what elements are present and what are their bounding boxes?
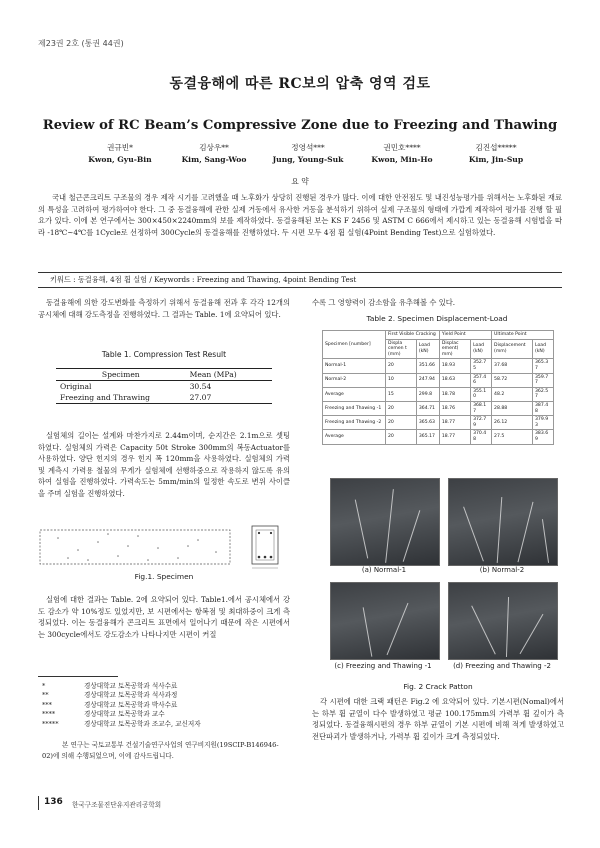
table1 <box>56 368 272 404</box>
table-row <box>323 387 554 401</box>
table-cell: 351.66 <box>416 359 439 373</box>
table-header-row <box>56 369 272 381</box>
author <box>360 142 444 166</box>
crack-photo-normal-2 <box>448 478 558 566</box>
footnote-text: 경상대학교 토목공학과 조교수, 교신저자 <box>84 719 201 728</box>
table-header-cell: Displa cemen t (mm) <box>386 339 417 359</box>
footnote-item <box>42 691 290 700</box>
author <box>266 142 350 166</box>
specimen-drawing <box>38 520 290 572</box>
table-cell: 355.1 0 <box>471 387 492 401</box>
footnote-item <box>42 682 290 691</box>
table-row <box>56 381 272 393</box>
table-header-cell: Yield Point <box>439 331 491 340</box>
table-header-cell: Specimen <box>101 370 140 379</box>
crack-line <box>506 597 509 657</box>
table2-caption: Table 2. Specimen Displacement-Load <box>366 314 508 323</box>
table-header-cell: First Visible Cracking <box>386 331 440 340</box>
author-name-ko: 권민호**** <box>383 143 421 152</box>
table-row <box>56 392 272 404</box>
table-cell: 18.77 <box>439 416 470 430</box>
crack-line <box>471 606 496 655</box>
table-cell: Average <box>323 430 386 444</box>
issue-header: 제23권 2호 (통권 44권) <box>38 39 124 48</box>
paragraph-continued: 수록 그 영향력이 감소함을 유추해볼 수 있다. <box>312 298 456 307</box>
table-cell: 299.8 <box>416 387 439 401</box>
table-cell: Freezing and Thawing -2 <box>323 416 386 430</box>
crack-line <box>387 603 409 655</box>
author-name-en: Jung, Young-Suk <box>272 155 344 164</box>
keywords-divider <box>38 287 562 288</box>
author-name-en: Kwon, Gyu-Bin <box>88 155 152 164</box>
table-cell: 48.2 <box>492 387 533 401</box>
table-cell: 18.63 <box>439 373 470 387</box>
table-cell: 370.4 8 <box>471 430 492 444</box>
paragraph-results: 실험에 대한 결과는 Table. 2에 요약되어 있다. Table1.에서 공시체에서 강도 감소가 약 10%정도 있었지만, 보 시편에서는 항복점 및 최대하중이 크게 측정되었다. 이는 동결융해가 콘크리트 표면에서 일어나기 때문에 작은 시편에서는 300cycle에서도 강도감소가 나타나지만 시편이 커질 <box>38 595 290 639</box>
footnotes <box>42 682 290 729</box>
author-name-en: Kim, Jin-Sup <box>468 155 524 164</box>
crack-photo-ft-2 <box>448 582 558 660</box>
table-cell: 28.88 <box>492 401 533 415</box>
footnote-item <box>42 710 290 719</box>
abstract-heading: 요 약 <box>291 177 309 186</box>
footnote-item <box>42 720 290 729</box>
table-cell: 58.72 <box>492 373 533 387</box>
table2 <box>322 330 554 445</box>
footnote-mark: *** <box>42 700 52 709</box>
table-cell: 368.1 7 <box>471 401 492 415</box>
journal-name: 한국구조물진단유지관리공학회 <box>72 801 162 809</box>
table-header-cell: Mean (MPa) <box>189 370 237 379</box>
crack-line <box>497 497 503 563</box>
table-cell: 27.07 <box>189 393 212 402</box>
specimen-figure <box>38 520 290 572</box>
crack-line <box>355 500 368 559</box>
table-cell: 364.71 <box>416 401 439 415</box>
footnote-text: 경상대학교 토목공학과 박사수료 <box>84 700 178 709</box>
table-cell: Original <box>60 382 92 391</box>
table-cell: 18.77 <box>439 430 470 444</box>
table-cell: 362.5 7 <box>532 387 553 401</box>
table-row <box>323 416 554 430</box>
table-header-cell: Displacement (mm) <box>492 339 533 359</box>
paragraph-crack-pattern: 각 시편에 대한 크랙 패턴은 Fig.2 에 요약되어 있다. 기본시편(Nomal)에서는 하부 휨 균열이 다수 발생하였고 평균 100.175mm의 가력부 휨 깊이가 측정되었다. 동결융해시편의 경우 하부 균열이 기본 시편에 비해 적게 발생하였고 전단파괴가 발생하거나, 가력부 휨 깊이가 크게 측정되었다. <box>312 697 564 741</box>
title-korean: 동결융해에 따른 RC보의 압축 영역 검토 <box>169 76 431 92</box>
table-cell: 18.78 <box>439 387 470 401</box>
table-cell: 247.94 <box>416 373 439 387</box>
author-name-ko: 정영석*** <box>291 143 325 152</box>
photo-label: (b) Normal-2 <box>479 566 525 574</box>
table-cell: 20 <box>386 401 417 415</box>
table-cell: 20 <box>386 416 417 430</box>
footnote-text: 경상대학교 토목공학과 석사과정 <box>84 691 178 700</box>
table-cell: 357.4 6 <box>471 373 492 387</box>
page-number: 136 <box>44 797 63 807</box>
table-cell: Freezing and Thawing -1 <box>323 401 386 415</box>
footnote-mark: * <box>42 682 46 690</box>
table-header-cell: Specimen [number] <box>323 331 386 359</box>
author-name-ko: 권규빈* <box>107 143 133 152</box>
fig2-caption: Fig. 2 Crack Patton <box>403 682 473 691</box>
table-cell: Freezing and Thrawing <box>60 393 150 402</box>
table-header-row <box>323 331 554 340</box>
table-cell: 15 <box>386 387 417 401</box>
crack-line <box>542 519 549 563</box>
crack-line <box>403 510 421 562</box>
table-cell: 10 <box>386 373 417 387</box>
table-cell: 383.6 9 <box>532 430 553 444</box>
footnote-text: 경상대학교 토목공학과 석사수료 <box>84 682 178 690</box>
crack-line <box>518 502 534 562</box>
abstract-divider <box>38 272 562 273</box>
author <box>454 142 538 166</box>
photo-label: (a) Normal-1 <box>361 566 407 574</box>
table-cell: 379.9 3 <box>532 416 553 430</box>
table-header-cell: Load (kN) <box>532 339 553 359</box>
author-list <box>78 142 538 166</box>
table-cell: 30.54 <box>189 382 212 391</box>
footnote-item <box>42 701 290 710</box>
table-cell: 18.93 <box>439 359 470 373</box>
photo-label: (c) Freezing and Thawing -1 <box>334 662 432 670</box>
table-row <box>323 401 554 415</box>
paragraph-intro: 동결융해에 의한 강도변화를 측정하기 위해서 동결융해 전과 후 각각 12개의 공시체에 대해 강도측정을 진행하였다. 그 결과는 Table. 1에 요약되어 있다. <box>38 298 290 319</box>
table-cell: 365.17 <box>416 430 439 444</box>
author-name-ko: 김진섭***** <box>475 143 517 152</box>
author-name-en: Kwon, Min-Ho <box>371 155 433 164</box>
footer-rule <box>38 796 39 810</box>
table-cell: 27.5 <box>492 430 533 444</box>
footnote-mark: ** <box>42 691 49 700</box>
table-cell: 18.76 <box>439 401 470 415</box>
crack-line <box>520 614 544 654</box>
acknowledgment: 본 연구는 국토교통부 건설기술연구사업의 연구비지원(19SCIP-B146946-02)에 의해 수행되었으며, 이에 감사드립니다. <box>42 741 279 760</box>
table-cell: Normal-2 <box>323 373 386 387</box>
author-name-en: Kim, Sang-Woo <box>181 155 247 164</box>
crack-line <box>385 489 394 563</box>
table1-caption: Table 1. Compression Test Result <box>101 350 227 359</box>
footnote-mark: **** <box>42 710 56 719</box>
title-english: Review of RC Beam’s Compressive Zone due to Freezing and Thawing <box>42 118 558 133</box>
author-name-ko: 김상우** <box>199 143 229 152</box>
abstract-body: 국내 철근콘크리트 구조물의 경우 제작 시기를 고려했을 때 노후화가 상당히 진행된 경우가 많다. 이에 대한 안전점도 및 내진성능평가를 위해서는 노후화된 재료의 특성을 고려하여 평가하여야 한다. 그 중 동결융해에 관한 실제 거동에서 유사한 거동을 분석하기 위하여 실제 구조물의 형태에 가깝게 제작하여 평가를 진행 할 필요가 있다. 이에 본 연구에서는 300×450×2240mm의 보를 제작하였다. 동결융해된 보는 KS F 2456 및 ASTM C 666에서 제시하고 있는 동결융해 시험법을 따라 -18℃~4℃를 1Cycle로 선정하여 300Cycle의 동결융해를 진행하였다. 두 시편 모두 4점 휨 실험(4Point Bending Test)으로 실험하였다. <box>38 193 562 237</box>
table-cell: 20 <box>386 430 417 444</box>
table-cell: 365.63 <box>416 416 439 430</box>
photo-label: (d) Freezing and Thawing -2 <box>453 662 551 670</box>
table-cell: 26.12 <box>492 416 533 430</box>
table-cell: 37.68 <box>492 359 533 373</box>
table-cell: 352.7 5 <box>471 359 492 373</box>
table-row <box>323 359 554 373</box>
table-cell: 365.3 7 <box>532 359 553 373</box>
footnote-mark: ***** <box>42 719 59 728</box>
paragraph-setup: 실험체의 길이는 설계와 마찬가지로 2.44m이며, 순지간은 2.1m으로 셋팅 하였다. 실험체의 가력은 Capacity 50t Stroke 300mm의 복동Actuator를 사용하였다. 양단 힌지의 경우 힌지 폭 120mm을 사용하였다. 실험체의 가력 및 계측시 가력용 철물의 무게가 실험체에 선행하중으로 작용하지 않도록 유의하여 실험을 진행하였다. 가력속도는 5mm/min의 일정한 속도로 변위 사이클을 주며 실험을 진행하였다. <box>38 431 290 498</box>
footnote-divider <box>38 676 118 677</box>
table-header-cell: Displac ement( mm) <box>439 339 470 359</box>
crack-photo-ft-1 <box>330 582 440 660</box>
table-row <box>323 373 554 387</box>
table-cell: Average <box>323 387 386 401</box>
table-cell: 20 <box>386 359 417 373</box>
crack-line <box>363 607 373 656</box>
crack-line <box>463 507 484 562</box>
fig1-caption: Fig.1. Specimen <box>134 572 194 581</box>
table-cell: 359.7 7 <box>532 373 553 387</box>
crack-photo-normal-1 <box>330 478 440 566</box>
table-header-cell: Load (kN) <box>471 339 492 359</box>
table-cell: 387.4 8 <box>532 401 553 415</box>
table-cell: Normal-1 <box>323 359 386 373</box>
footnote-text: 경상대학교 토목공학과 교수 <box>84 710 165 719</box>
author <box>78 142 162 166</box>
author <box>172 142 256 166</box>
table-cell: 372.7 9 <box>471 416 492 430</box>
table-header-cell: Ultimate Point <box>492 331 554 340</box>
table-row <box>323 430 554 444</box>
table-header-cell: Load (kN) <box>416 339 439 359</box>
keywords: 키워드 : 동결융해, 4점 휨 실험 / Keywords : Freezing and Thawing, 4point Bending Test <box>50 275 357 284</box>
